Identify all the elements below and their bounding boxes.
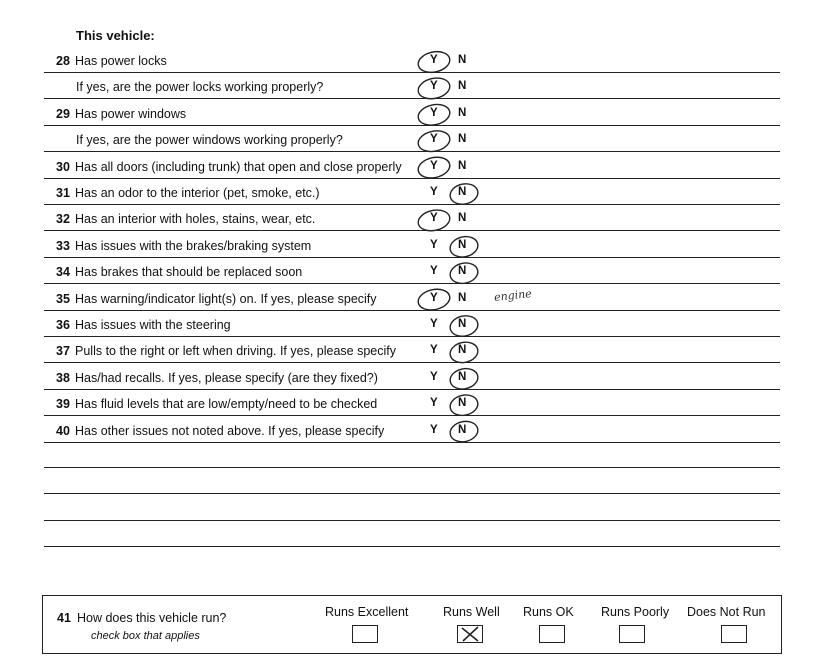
check-mark-icon [458,626,482,642]
answer-circle [416,128,451,154]
blank-line[interactable] [44,519,780,521]
yes-option[interactable]: Y [430,133,438,146]
run-option-checkbox[interactable] [539,625,565,643]
question-text: Has warning/indicator light(s) on. If yes, please specify [75,291,377,306]
yes-option[interactable]: Y [430,54,438,66]
yes-option[interactable]: Y [430,159,438,172]
question-number: 30 [56,159,70,174]
blank-line[interactable] [44,492,780,494]
yes-option[interactable]: Y [430,80,438,93]
question-subtext: check box that applies [91,630,200,642]
yes-option[interactable]: Y [430,291,438,304]
answer-circle [448,419,480,444]
no-option[interactable]: N [458,397,467,410]
question-number: 29 [56,106,70,121]
no-option[interactable]: N [458,212,467,225]
answer-circle [448,261,480,286]
run-option-label: Does Not Run [687,605,766,619]
no-option[interactable]: N [458,54,467,66]
yes-option[interactable]: Y [430,318,438,330]
no-option[interactable]: N [458,238,467,251]
yes-option[interactable]: Y [430,212,438,225]
yes-option[interactable]: Y [430,423,438,436]
question-text: How does this vehicle run? [77,611,227,625]
question-text: Has an odor to the interior (pet, smoke, etc.) [75,186,320,200]
question-number: 28 [56,54,70,68]
run-option-checkbox[interactable] [619,625,645,643]
question-text: Has fluid levels that are low/empty/need to be checked [75,397,378,412]
no-option[interactable]: N [458,80,467,93]
question-number: 34 [56,265,70,280]
question-number: 41 [57,611,71,625]
question-text: If yes, are the power windows working properly? [76,133,343,148]
run-option-checkbox[interactable] [721,625,747,643]
run-option-label: Runs Well [443,605,500,619]
question-text: Has all doors (including trunk) that open and close properly [75,159,402,174]
answer-circle [448,313,480,338]
question-text: If yes, are the power locks working properly? [76,80,324,95]
question-41-box [42,595,782,654]
run-option-label: Runs Excellent [325,605,409,619]
question-text: Has brakes that should be replaced soon [75,265,303,280]
question-text: Has issues with the steering [75,318,231,332]
yes-option[interactable]: Y [430,265,438,278]
question-text: Has power windows [75,106,187,121]
answer-circle [448,340,480,365]
question-text: Has/had recalls. If yes, please specify (are they fixed?) [75,370,378,385]
no-option[interactable]: N [458,370,467,383]
yes-option[interactable]: Y [430,106,438,119]
question-number: 39 [56,397,70,412]
answer-circle [416,207,451,233]
answer-circle [416,286,451,312]
run-option-checkbox[interactable] [352,625,378,643]
question-number: 31 [56,186,70,200]
yes-option[interactable]: Y [430,186,438,198]
answer-circle [416,154,451,180]
no-option[interactable]: N [458,106,467,119]
handwritten-note-35: engine [493,287,533,304]
no-option[interactable]: N [458,291,467,304]
question-text: Has issues with the brakes/braking system [75,238,312,253]
yes-option[interactable]: Y [430,397,438,410]
yes-option[interactable]: Y [430,344,438,357]
no-option[interactable]: N [458,159,467,172]
yes-option[interactable]: Y [430,238,438,251]
no-option[interactable]: N [458,186,467,198]
answer-circle [448,234,480,259]
answer-circle [416,75,451,101]
yes-option[interactable]: Y [430,370,438,383]
run-option-label: Runs Poorly [601,605,670,619]
run-option-checkbox[interactable] [457,625,483,643]
question-number: 38 [56,370,70,385]
question-number: 33 [56,238,70,253]
section-title: This vehicle: [76,28,155,43]
question-text: Pulls to the right or left when driving. If yes, please specify [75,344,396,359]
blank-line[interactable] [44,545,780,547]
question-number: 32 [56,212,70,227]
question-number: 36 [56,318,70,332]
answer-circle [416,49,451,75]
no-option[interactable]: N [458,344,467,357]
question-number: 35 [56,291,70,306]
answer-circle [448,366,480,391]
no-option[interactable]: N [458,318,467,330]
answer-circle [448,181,480,206]
blank-line[interactable] [44,466,780,468]
question-number: 37 [56,344,70,359]
question-text: Has power locks [75,54,167,68]
answer-circle [448,393,480,418]
answer-circle [416,102,451,128]
question-text: Has other issues not noted above. If yes, please specify [75,423,385,438]
no-option[interactable]: N [458,265,467,278]
no-option[interactable]: N [458,133,467,146]
no-option[interactable]: N [458,423,467,436]
question-number: 40 [56,423,70,438]
question-text: Has an interior with holes, stains, wear, etc. [75,212,316,227]
run-option-label: Runs OK [523,605,574,619]
